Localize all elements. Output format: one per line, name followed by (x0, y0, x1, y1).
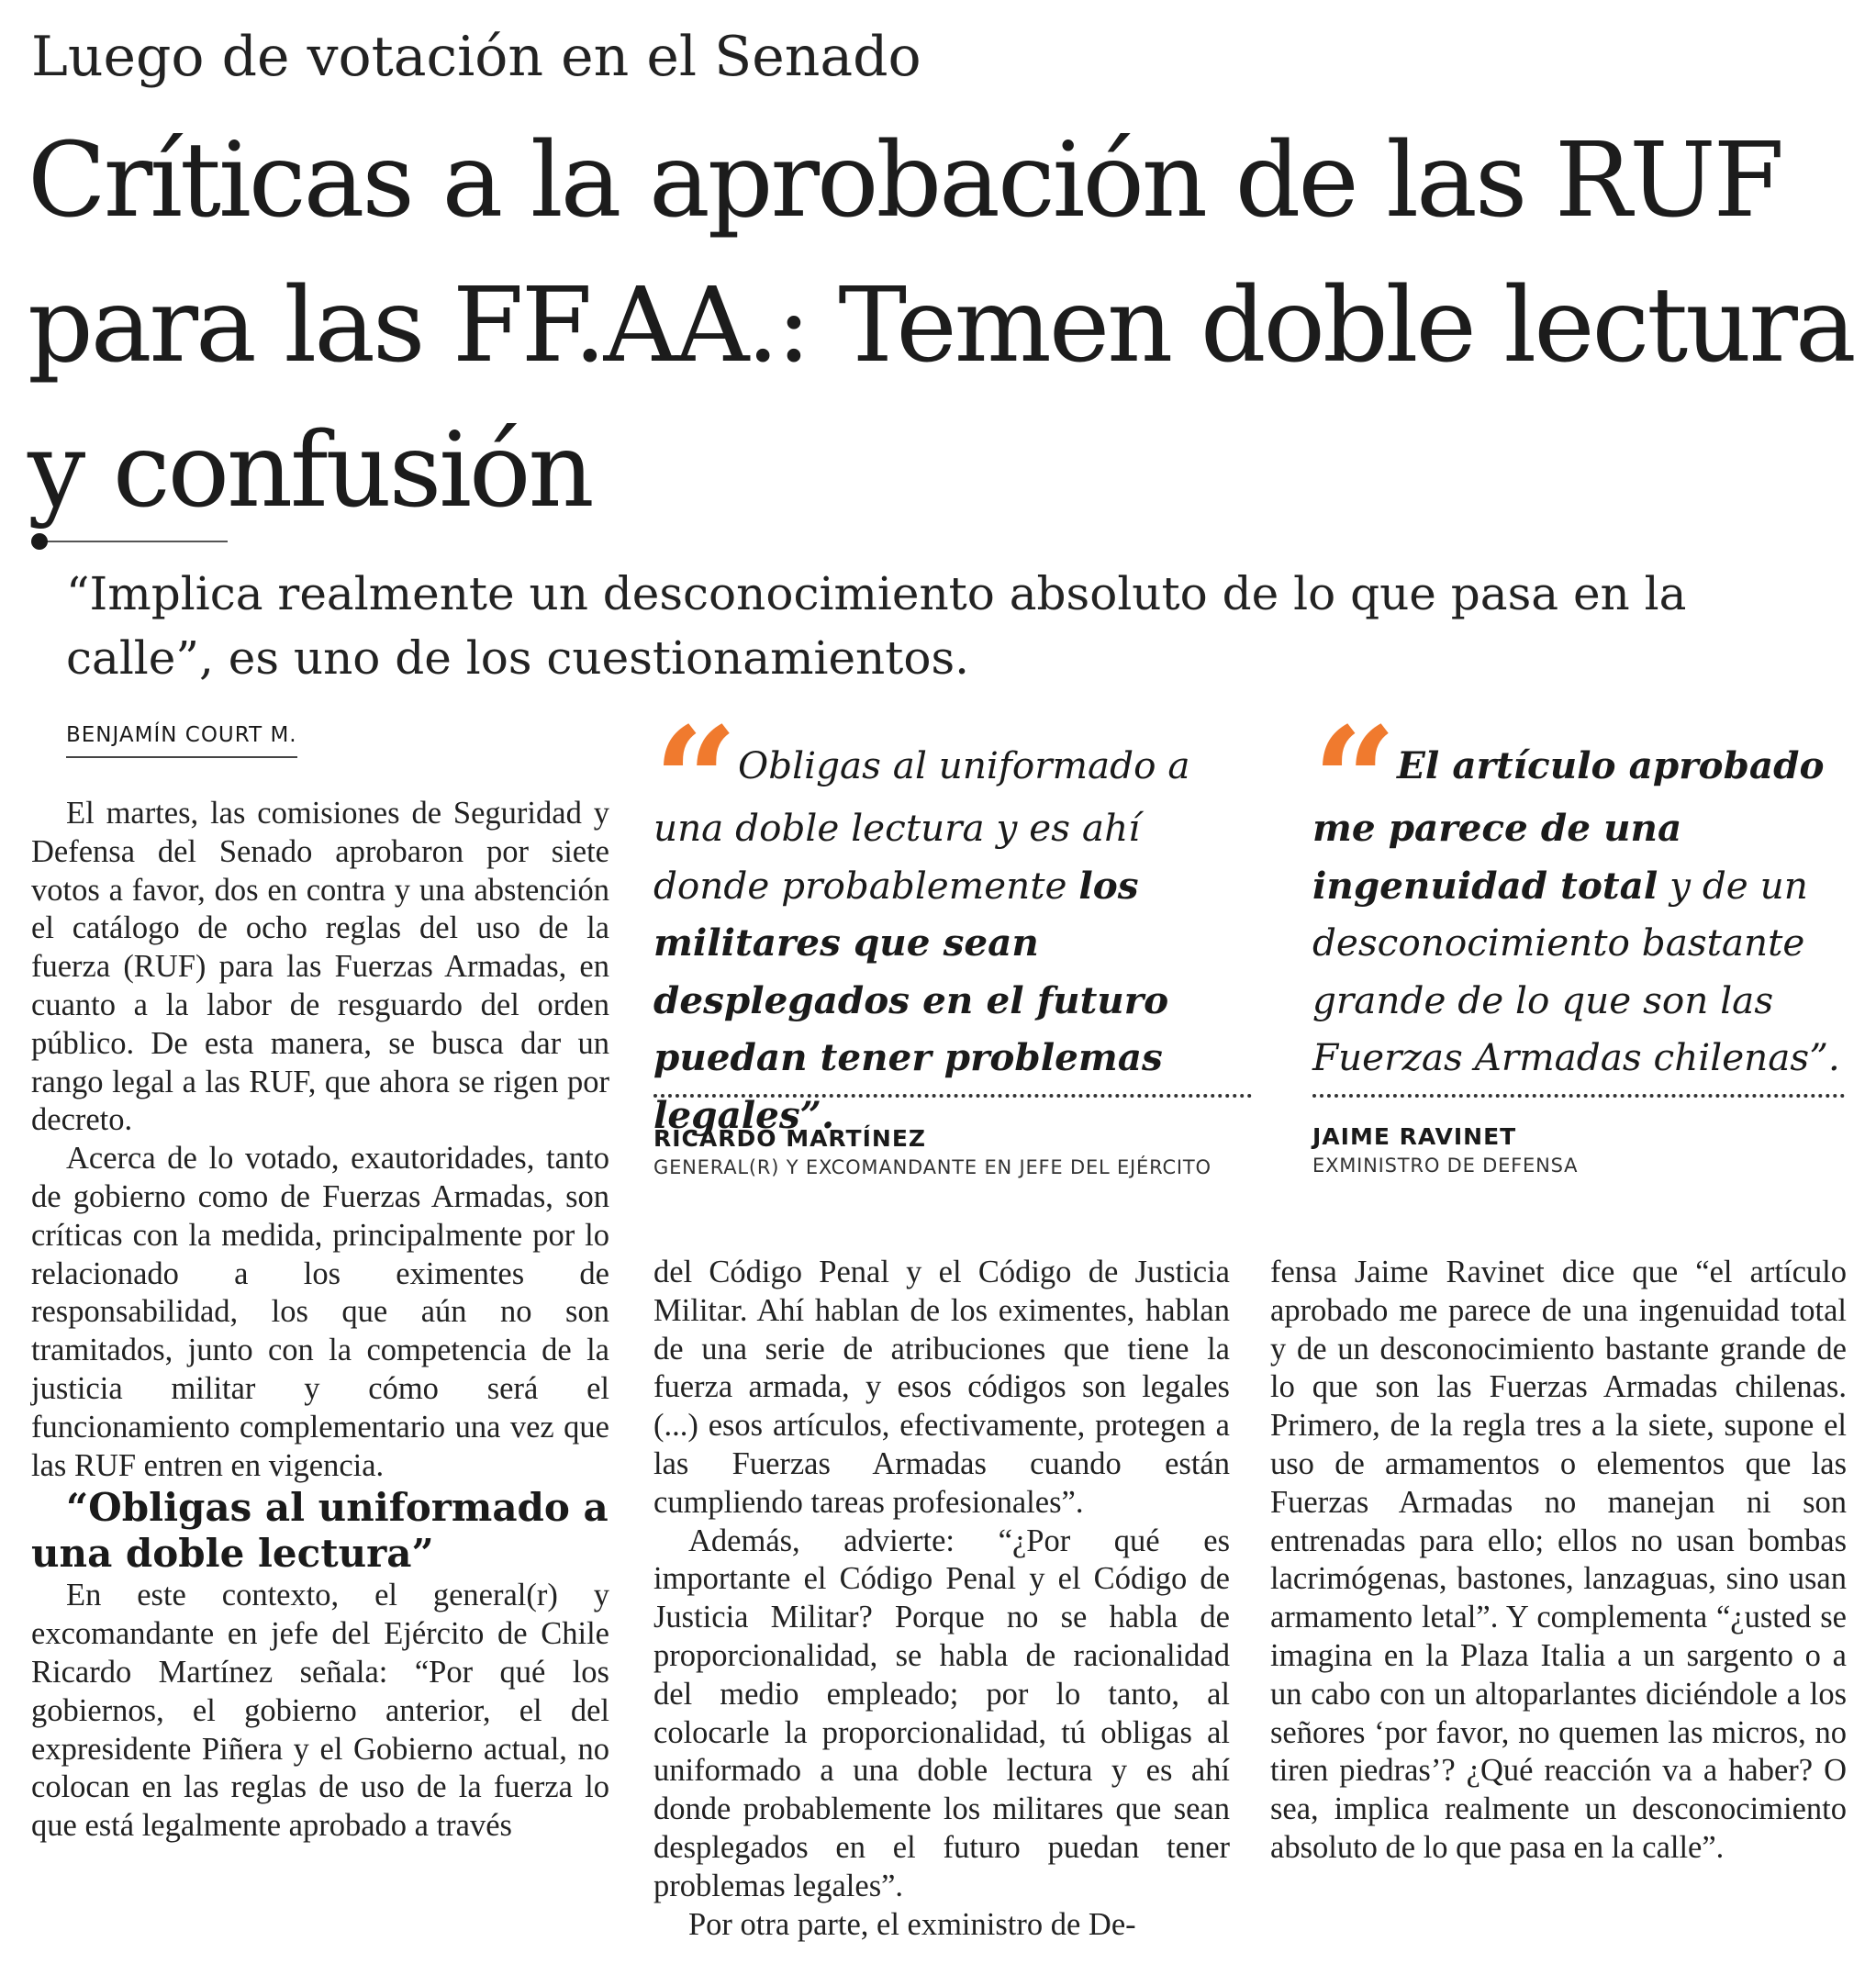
pull-quote-ravinet (1312, 695, 1854, 1087)
paragraph: del Código Penal y el Código de Justicia Militar. Ahí hablan de los eximentes, hablan de una serie de atribuciones que tiene la fuerza armada, y esos códigos son legales (...) esos artículos, efectivamente, protegen a las Fuerzas Armadas cuando están cumpliendo tareas profesionales”. (653, 1255, 1230, 1520)
dotted-divider (653, 1094, 1252, 1098)
quote-source-role: GENERAL(R) Y EXCOMANDANTE EN JEFE DEL EJÉRCITO (653, 1156, 1212, 1178)
paragraph: En este contexto, el general(r) y excomandante en jefe del Ejército de Chile Ricardo Martínez señala: “Por qué los gobiernos, el gobierno anterior, el del expresidente Piñera y el Gobierno actual, no colocan en las reglas de uso de la fuerza lo que está legalmente aprobado a través (31, 1578, 609, 1844)
quote-source-name: RICARDO MARTÍNEZ (653, 1125, 927, 1152)
dotted-divider (1312, 1094, 1845, 1098)
body-column-3 (1270, 1254, 1847, 1868)
pull-quote-emphasis: los militares que sean desplegados en el futuro puedan tener problemas legales”. (653, 863, 1169, 1137)
kicker: Luego de votación en el Senado (31, 25, 921, 89)
body-column-1 (31, 795, 609, 1846)
deck: “Implica realmente un desconocimiento absoluto de lo que pasa en la calle”, es uno de los cuestionamientos. (66, 567, 1687, 685)
paragraph: El martes, las comisiones de Seguridad y Defensa del Senado aprobaron por siete votos a favor, dos en contra y una abstención el catálogo de ocho reglas del uso de la fuerza (RUF) para las Fuerzas Armadas, en cuanto a la labor de resguardo del orden público. De esta manera, se busca dar un rango legal a las RUF, que ahora se rigen por decreto. (31, 796, 609, 1138)
quote-source-name: JAIME RAVINET (1312, 1123, 1517, 1150)
subhead: “Obligas al uniformado a una doble lectura” (31, 1485, 609, 1577)
byline: BENJAMÍN COURT M. (66, 723, 297, 758)
quote-mark-icon: “ (1312, 695, 1385, 867)
pull-quote-text: y de un desconocimiento bastante grande de lo que son las Fuerzas Armadas chilenas”. (1312, 863, 1840, 1079)
pull-quote-emphasis: El artículo aprobado me parece de una ingenuidad total (1312, 743, 1825, 908)
body-column-2 (653, 1254, 1230, 1944)
paragraph: fensa Jaime Ravinet dice que “el artículo aprobado me parece de una ingenuidad total y de un desconocimiento bastante grande de lo que son las Fuerzas Armadas chilenas. Primero, de la regla tres a la siete, supone el uso de armamentos o elementos que las Fuerzas Armadas no manejan ni son entrenadas para ello; ellos no usan bombas lacrimógenas, bastones, lanzaguas, sino usan armamento letal”. Y complementa “¿usted se imagina en la Plaza Italia a un sargento o a un cabo con un altoparlantes diciéndole a los señores ‘por favor, no quemen las micros, no tiren piedras’? ¿Qué reacción va a haber? O sea, implica realmente un desconocimiento absoluto de lo que pasa en la calle”. (1270, 1255, 1847, 1865)
headline: Críticas a la aprobación de las RUF para las FF.AA.: Temen doble lectura y confusión (28, 121, 1854, 530)
headline-divider (40, 541, 228, 542)
paragraph: Además, advierte: “¿Por qué es importante el Código Penal y el Código de Justicia Militar? Porque no se habla de proporcionalidad, se habla de racionalidad del medio empleado; por lo tanto, al colocarle la proporcionalidad, tú obligas al uniformado a una doble lectura y es ahí donde probablemente los militares que sean desplegados en el futuro puedan tener problemas legales”. (653, 1523, 1230, 1903)
paragraph: Por otra parte, el exministro de De- (688, 1906, 1136, 1942)
pull-quote-martinez (653, 695, 1259, 1144)
pull-quote-text: Obligas al uniformado a una doble lectura y es ahí donde probablemente (653, 743, 1190, 908)
quote-source-role: EXMINISTRO DE DEFENSA (1312, 1155, 1579, 1177)
paragraph: Acerca de lo votado, exautoridades, tanto de gobierno como de Fuerzas Armadas, son críticas con la medida, principalmente por lo relacionado a los eximentes de responsabilidad, los que aún no son tramitados, junto con la competencia de la justicia militar y cómo será el funcionamiento complementario una vez que las RUF entren en vigencia. (31, 1141, 609, 1483)
quote-mark-icon: “ (653, 695, 726, 867)
divider-dot (31, 533, 48, 550)
